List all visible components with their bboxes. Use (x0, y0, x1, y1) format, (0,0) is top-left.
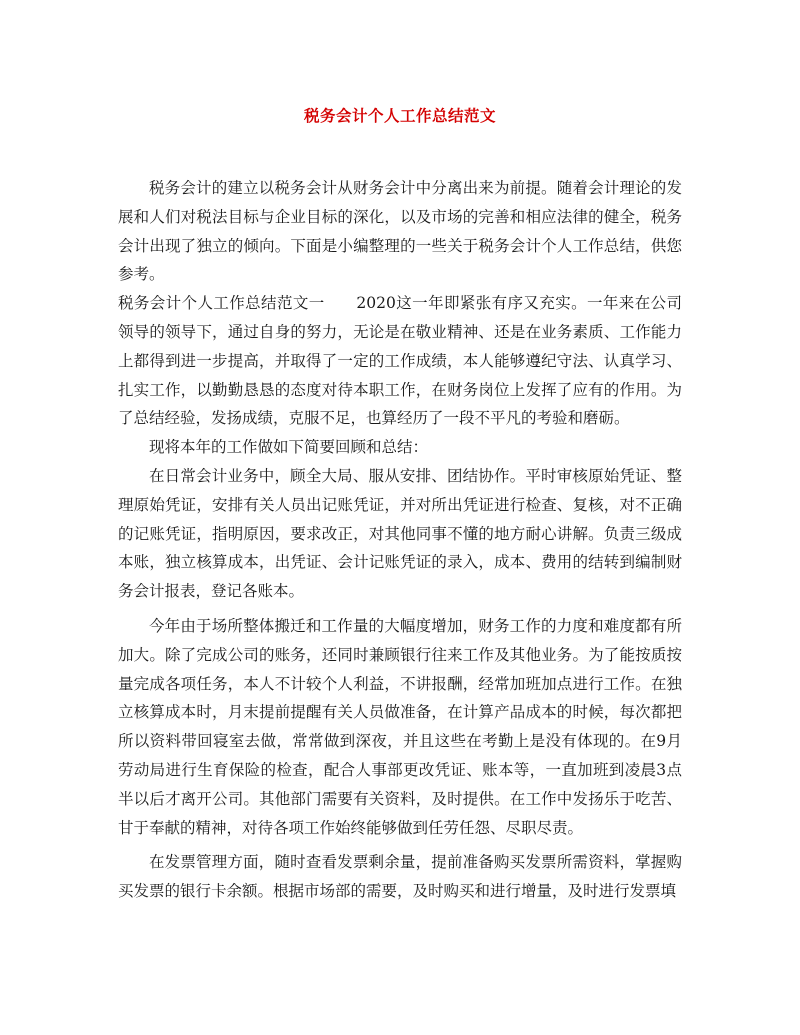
intro-paragraph: 税务会计的建立以税务会计从财务会计中分离出来为前提。随着会计理论的发展和人们对税法目标与企业目标的深化，以及市场的完善和相应法律的健全，税务会计出现了独立的倾向。下面是小编整理的一些关于税务会计个人工作总结，供您参考。 (118, 179, 682, 284)
workload-paragraph: 今年由于场所整体搬迁和工作量的大幅度增加，财务工作的力度和难度都有所加大。除了完成公司的账务，还同时兼顾银行往来工作及其他业务。为了能按质按量完成各项任务，本人不计较个人利益，不讲报酬，经常加班加点进行工作。在独立核算成本时，月末提前提醒有关人员做准备，在计算产品成本的时候，每次都把所以资料带回寝室去做，常常做到深夜，并且这些在考勤上是没有体现的。在9月劳动局进行生育保险的检查，配合人事部更改凭证、账本等，一直加班到凌晨3点半以后才离开公司。其他部门需要有关资料，及时提供。在工作中发扬乐于吃苦、甘于奉献的精神，对待各项工作始终能够做到任劳任怨、尽职尽责。 (118, 616, 682, 837)
sample-one-paragraph: 税务会计个人工作总结范文一 2020这一年即紧张有序又充实。一年来在公司领导的领导下，通过自身的努力，无论是在敬业精神、还是在业务素质、工作能力上都得到进一步提高，并取得了一定的工作成绩，本人能够遵纪守法、认真学习、扎实工作，以勤勤恳恳的态度对待本职工作，在财务岗位上发挥了应有的作用。为了总结经验，发扬成绩，克服不足，也算经历了一段不平凡的考验和磨砺。 (118, 294, 682, 428)
document-title: 税务会计个人工作总结范文 (303, 106, 496, 125)
document-body (118, 104, 682, 906)
daily-accounting-paragraph: 在日常会计业务中，顾全大局、服从安排、团结协作。平时审核原始凭证、整理原始凭证，安排有关人员出记账凭证，并对所出凭证进行检查、复核，对不正确的记账凭证，指明原因，要求改正，对其他同事不懂的地方耐心讲解。负责三级成本账，独立核算成本，出凭证、会计记账凭证的录入，成本、费用的结转到编制财务会计报表，登记各账本。 (118, 466, 682, 601)
review-intro-paragraph: 现将本年的工作做如下简要回顾和总结： (149, 438, 429, 457)
invoice-management-paragraph: 在发票管理方面，随时查看发票剩余量，提前准备购买发票所需资料，掌握购买发票的银行卡余额。根据市场部的需要，及时购买和进行增量，及时进行发票填 (118, 853, 682, 901)
